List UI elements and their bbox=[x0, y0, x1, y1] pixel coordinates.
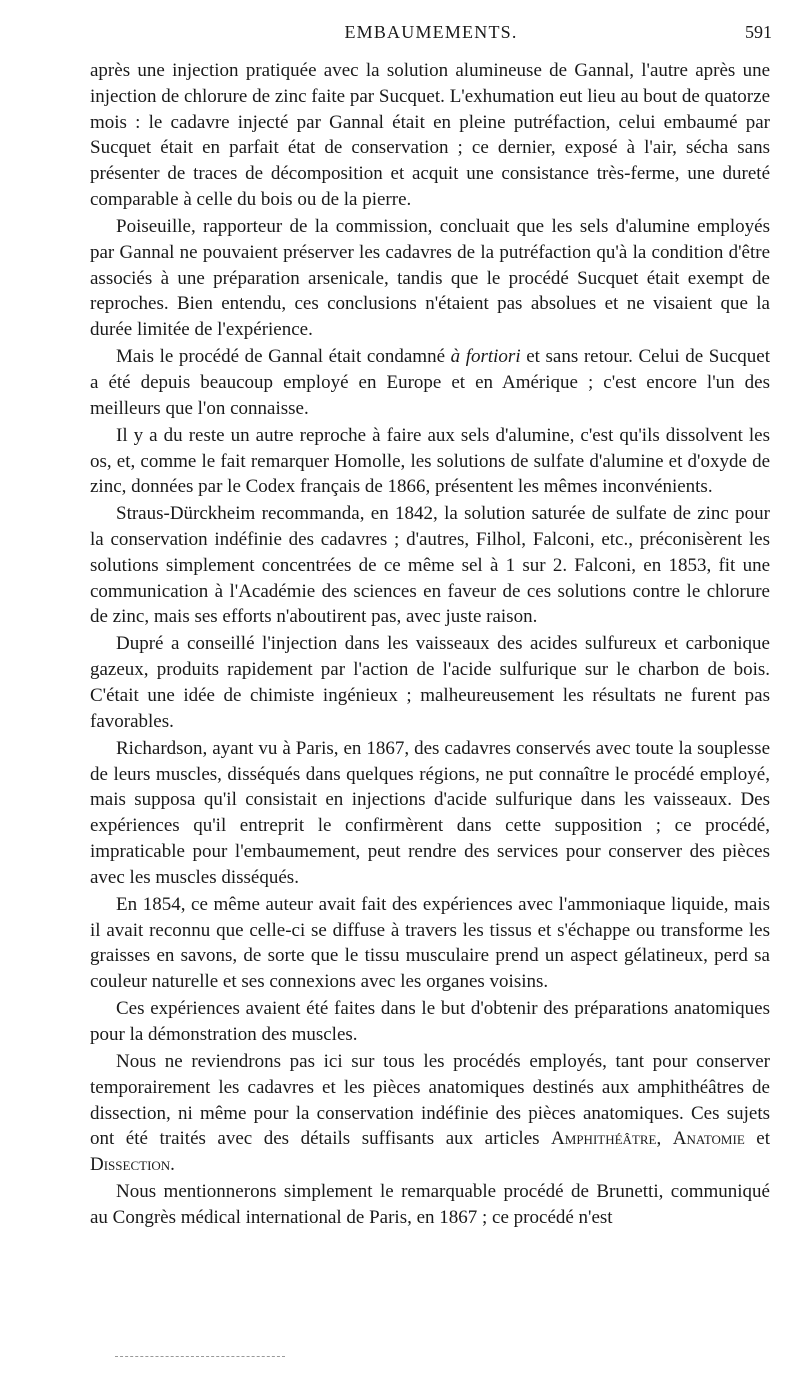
paragraph-2: Poiseuille, rapporteur de la commission, concluait que les sels d'alumine employés par Gannal ne pouvaient préserver les cadavres de la putréfaction qu'à la condition d'être associés à une préparation arsenicale, tandis que le procédé Sucquet était exempt de reproches. Bien entendu, ces conclusions n'étaient pas absolues et ne visaient que la durée limitée de l'expérience. bbox=[90, 215, 770, 341]
paragraph-1: après une injection pratiquée avec la solution alumineuse de Gannal, l'autre après une injection de chlorure de zinc faite par Sucquet. L'exhumation eut lieu au bout de quatorze mois : le cadavre injecté par Gannal était en pleine putréfaction, celui embaumé par Sucquet était en parfait état de conservation ; ce dernier, exposé à l'air, sécha sans présenter de traces de décomposition et acquit une consistance très-ferme, une dureté comparable à celle du bois ou de la pierre. bbox=[90, 60, 770, 210]
paragraph-9: Ces expériences avaient été faites dans le but d'obtenir des préparations anatomiques pour la démonstration des muscles. bbox=[90, 998, 770, 1045]
article-ref-amphitheatre: Amphithéâtre bbox=[551, 1128, 657, 1150]
paragraph-11: Nous mentionnerons simplement le remarquable procédé de Brunetti, communiqué au Congrès médical international de Paris, en 1867 ; ce procédé n'est bbox=[90, 1181, 770, 1228]
paragraph-10-text: Nous ne reviendrons pas ici sur tous les procédés employés, tant pour conserver temporairement les cadavres et les pièces anatomiques destinés aux amphithéâtres de dissection, ni même pour la conservation indéfinie des pièces anatomiques. Ces sujets ont été traités avec des détails suffisants aux articles bbox=[90, 1050, 770, 1150]
body-text bbox=[90, 58, 770, 1231]
paragraph-8: En 1854, ce même auteur avait fait des expériences avec l'ammoniaque liquide, mais il avait reconnu que celle-ci se diffuse à travers les tissus et s'échappe ou transforme les graisses en savons, de sorte que le tissu musculaire prend un aspect gélatineux, perd sa couleur naturelle et ses connexions avec les organes voisins. bbox=[90, 893, 770, 993]
paragraph-4: Il y a du reste un autre reproche à faire aux sels d'alumine, c'est qu'ils dissolvent les os, et, comme le fait remarquer Homolle, les solutions de sulfate d'alumine et d'oxyde de zinc, données par le Codex français de 1866, présentent les mêmes inconvénients. bbox=[90, 424, 770, 498]
article-ref-anatomie: Anatomie bbox=[672, 1128, 745, 1150]
paragraph-10 bbox=[90, 1049, 770, 1178]
article-ref-dissection: Dissection bbox=[90, 1154, 171, 1176]
paragraph-3-italic: à fortiori bbox=[450, 346, 521, 368]
paragraph-3 bbox=[90, 344, 770, 421]
running-head bbox=[90, 22, 772, 50]
running-title: EMBAUMEMENTS. bbox=[344, 22, 518, 42]
paragraph-5: Straus-Dürckheim recommanda, en 1842, la solution saturée de sulfate de zinc pour la conservation indéfinie des cadavres ; d'autres, Filhol, Falconi, etc., préconisèrent les solutions simplement concentrées de ce même sel à 1 sur 2. Falconi, en 1853, fit une communication à l'Académie des sciences en faveur de ces solutions contre le chlorure de zinc, mais ses efforts n'aboutirent pas, avec juste raison. bbox=[90, 503, 770, 628]
paragraph-3-text-b: et sans retour. Celui de Sucquet a été depuis beaucoup employé en Europe et en Amérique ; c'est encore l'un des meilleurs que l'on connaisse. bbox=[90, 346, 771, 419]
footer-rule bbox=[115, 1356, 285, 1357]
paragraph-6: Dupré a conseillé l'injection dans les vaisseaux des acides sulfureux et carbonique gazeux, produits rapidement par l'action de l'acide sulfurique sur le charbon de bois. C'était une idée de chimiste ingénieux ; malheureusement les résultats ne furent pas favorables. bbox=[90, 633, 770, 732]
paragraph-7: Richardson, ayant vu à Paris, en 1867, des cadavres conservés avec toute la souplesse de leurs muscles, disséqués dans quelques régions, ne put connaître le procédé employé, mais supposa qu'il consistait en injections d'acide sulfurique dans les vaisseaux. Des expériences qu'il entreprit le confirmèrent dans cette supposition ; ce procédé, impraticable pour l'embaumement, peut rendre des services pour conserver des pièces avec les muscles disséqués. bbox=[90, 737, 770, 888]
article-ref-sep-2: et bbox=[744, 1128, 770, 1150]
article-ref-end: . bbox=[170, 1154, 175, 1176]
article-ref-sep-1: , bbox=[656, 1128, 673, 1150]
paragraph-3-text-a: Mais le procédé de Gannal était condamné bbox=[116, 346, 451, 368]
page-number: 591 bbox=[745, 22, 772, 42]
